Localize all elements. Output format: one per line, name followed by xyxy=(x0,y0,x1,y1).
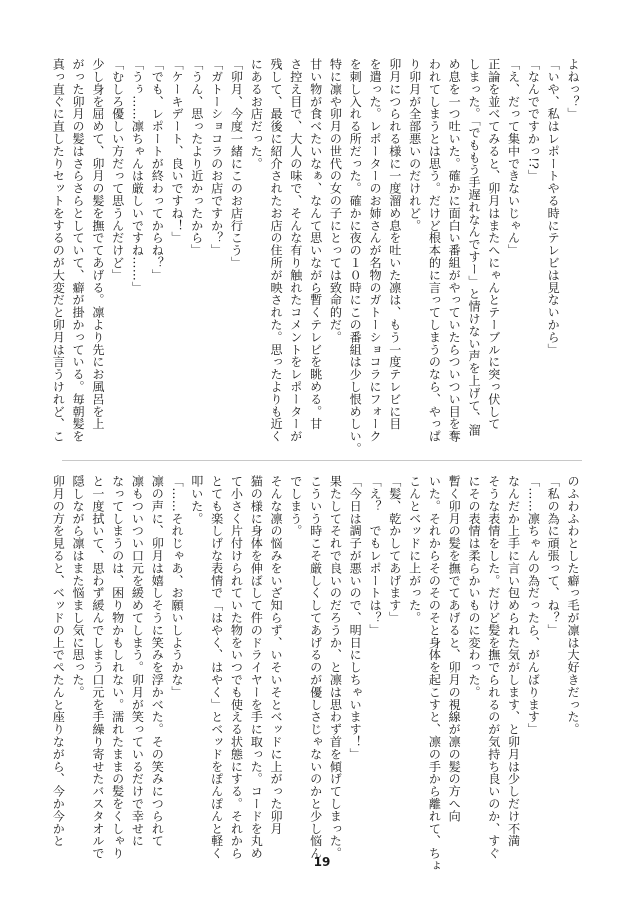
text-line: よねっ？」 xyxy=(566,58,580,120)
text-line: 凛の声に、卯月は嬉しそうに笑みを浮かべた。その笑みにつられて xyxy=(150,475,165,847)
text-line: 「なんでですかっ!?」 xyxy=(526,58,541,182)
text-line: り卯月が全部悪いのだけれど。 xyxy=(407,58,422,232)
text-line: 「むしろ優しい方だって思うんだけど」 xyxy=(110,58,125,282)
text-line: 「いや、私はレポートやる時にテレビは見ないから」 xyxy=(546,58,561,356)
text-line: しまった。「でももう手遅れなんですー」と情けない声を上げて、溜 xyxy=(467,58,482,437)
text-line: いた。それからそのそのそと身体を起こすと、凛の手から離れて、ちょ xyxy=(427,475,442,872)
text-line: 「髪、乾かしてあげます」 xyxy=(387,475,402,624)
text-line: 凛もついつい口元を緩めてしまう。卯月が笑っているだけで幸せに xyxy=(130,475,145,847)
text-line: 「え、だって集中できないじゃん」 xyxy=(506,58,521,257)
text-line: 果たしてそれで良いのだろうか、と凛は思わず首を傾げてしまった。 xyxy=(328,475,343,860)
text-line: 残して、最後に紹介されたお店の住所が映された。思ったよりも近く xyxy=(269,58,284,443)
text-line: なってしまうのは、困り物かもしれない。濡れたままの髪をくしゃり xyxy=(110,475,125,860)
text-line: こういう時こそ厳しくしてあげるのが優しさじゃないのかと少し悩ん xyxy=(308,475,323,860)
text-line: 正論を並べてみると、卯月はまたへにゃんとテーブルに突っ伏して xyxy=(486,58,501,430)
text-line: 「ガトーショコラのお店ですか？」 xyxy=(209,58,224,257)
text-line: こんとベッドに上がった。 xyxy=(407,475,422,624)
text-line: 真っ直ぐに直したりセットをするのが大変だと卯月は言うけれど、こ xyxy=(51,58,66,443)
text-line: のふわふわとした癖っ毛が凛は大好きだった。 xyxy=(566,475,580,736)
text-line: を遣った。レポーターのお姉さんが名物のガトーショコラにフォーク xyxy=(368,58,383,443)
text-line: 「私の為に頑張って、ね？」 xyxy=(546,475,561,637)
text-line: と一度拭いて、思わず緩んでしまう口元を手繰り寄せたバスタオルで xyxy=(90,475,105,860)
text-line: 「え？ でもレポートは？」 xyxy=(368,475,383,637)
text-line: 「今日は調子が悪いので、明日にしちゃいます！」 xyxy=(348,475,363,761)
page-number: 19 xyxy=(313,855,331,869)
text-line: 少し身を屈めて、卯月の髪を撫でてあげる。凛より先にお風呂を上 xyxy=(90,58,105,430)
text-line: 「うん、思ったより近かったから」 xyxy=(189,58,204,257)
text-line: 卯月につられる様に一度溜め息を吐いた凛は、もう一度テレビに目 xyxy=(387,58,402,430)
text-line: 卯月の方を見ると、ベッドの上でぺたんと座りながら、今か今かと xyxy=(51,475,66,847)
text-line: 「……凛ちゃんの為だったら、がんばります」 xyxy=(526,475,541,736)
text-line: にあるお店だった。 xyxy=(249,58,264,170)
text-line: 「うぅ……凛ちゃんは厳しいですね……」 xyxy=(130,58,145,294)
text-line: 叩いた。 xyxy=(189,475,204,525)
text-line: て小さく片付けられていた物をいつでも使える状態にする。それから xyxy=(229,475,244,860)
text-line: さ控え目で、大人の味で、そんな有り触れたコメントをレポーターが xyxy=(288,58,303,443)
text-line: でしまう。 xyxy=(288,475,303,537)
text-line: 「でも、レポートが終わってからね？」 xyxy=(150,58,165,282)
text-line: 隠しながら凛はまた悩まし気に思った。 xyxy=(71,475,86,699)
text-line: 暫く卯月の髪を撫でてあげると、卯月の視線が凛の髪の方へ向 xyxy=(447,475,462,823)
text-line: そんな凛の悩みをいざ知らず、いそいそとベッドに上がった卯月 xyxy=(269,475,284,835)
text-line: 「……それじゃあ、お願いしようかな」 xyxy=(170,475,185,699)
text-line: にその表情は柔らかいものに変わった。 xyxy=(467,475,482,699)
text-line: を刺し入れる所だった。確かに夜の１０時にこの番組は少し恨めしい。 xyxy=(348,58,363,455)
text-line: なんだか上手に言い包められた気がします、と卯月は少しだけ不満 xyxy=(506,475,521,847)
text-line: 甘い物が食べたいなぁ、なんて思いながら暫くテレビを眺める。甘 xyxy=(308,58,323,430)
text-line: がった卯月の髪はさらさらとしていて、癖が掛かっている。毎朝髪を xyxy=(71,58,86,443)
text-line: そうな表情をした。だけど髪を撫でられるのが気持ち良いのか、すぐ xyxy=(486,475,501,860)
text-line: われてしまうとは思う。だけど根本的に言ってしまうのなら、やっぱ xyxy=(427,58,442,443)
text-line: 「ケーキデート、良いですね！」 xyxy=(170,58,185,244)
text-line: とても楽しげな表情で「はやく、はやく」とベッドをぽんぽんと軽く xyxy=(209,475,224,860)
text-line: 猫の様に身体を伸ばして件のドライヤーを手に取った。コードを丸め xyxy=(249,475,264,860)
text-line: 特に凛や卯月の世代の女の子にとっては致命的だ。 xyxy=(328,58,343,344)
upper-text-block xyxy=(51,58,582,455)
section-divider xyxy=(62,460,582,461)
text-line: め息を一つ吐いた。確かに面白い番組がやっていたらついつい目を奪 xyxy=(447,58,462,443)
text-line: 「卯月、今度一緒にこのお店行こう」 xyxy=(229,58,244,269)
